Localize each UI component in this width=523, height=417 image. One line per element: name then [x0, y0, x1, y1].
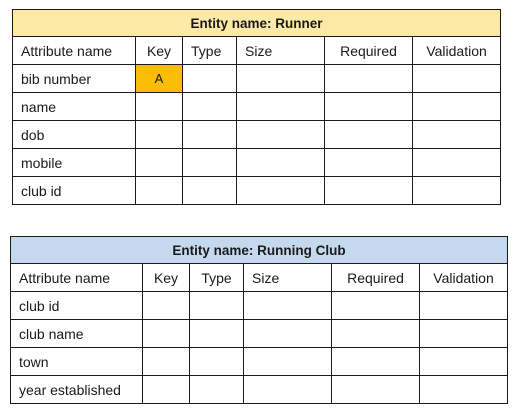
size-cell [237, 149, 325, 177]
attribute-name-cell: mobile [13, 149, 136, 177]
validation-cell [413, 93, 501, 121]
key-cell [136, 93, 183, 121]
table-row [13, 177, 501, 205]
club-col-type: Type [190, 264, 244, 292]
attribute-name-cell: town [11, 348, 143, 376]
runner-col-key: Key [136, 37, 183, 65]
required-cell [332, 348, 420, 376]
club-col-size: Size [244, 264, 332, 292]
type-cell [190, 348, 244, 376]
size-cell [244, 348, 332, 376]
validation-cell [413, 149, 501, 177]
key-cell: A [136, 65, 183, 93]
type-cell [190, 320, 244, 348]
runner-col-type: Type [183, 37, 237, 65]
runner-entity-title: Entity name: Runner [13, 10, 501, 37]
club-col-validation: Validation [420, 264, 508, 292]
club-col-required: Required [332, 264, 420, 292]
attribute-name-cell: club id [11, 292, 143, 320]
required-cell [325, 149, 413, 177]
required-cell [325, 121, 413, 149]
runner-title-row [13, 10, 501, 37]
required-cell [325, 177, 413, 205]
size-cell [237, 65, 325, 93]
type-cell [183, 93, 237, 121]
key-cell [143, 292, 190, 320]
attribute-name-cell: club name [11, 320, 143, 348]
club-header-row [11, 264, 508, 292]
validation-cell [420, 376, 508, 404]
key-cell [143, 376, 190, 404]
table-row [13, 93, 501, 121]
runner-entity-table [12, 9, 501, 205]
type-cell [183, 177, 237, 205]
key-cell [143, 320, 190, 348]
size-cell [244, 376, 332, 404]
type-cell [183, 121, 237, 149]
runner-header-row [13, 37, 501, 65]
club-entity-title: Entity name: Running Club [11, 237, 508, 264]
table-row [13, 121, 501, 149]
required-cell [325, 65, 413, 93]
table-row [13, 65, 501, 93]
size-cell [237, 177, 325, 205]
type-cell [190, 292, 244, 320]
runner-col-required: Required [325, 37, 413, 65]
size-cell [244, 292, 332, 320]
size-cell [237, 93, 325, 121]
key-cell [136, 149, 183, 177]
required-cell [325, 93, 413, 121]
required-cell [332, 292, 420, 320]
key-cell [136, 121, 183, 149]
club-col-key: Key [143, 264, 190, 292]
attribute-name-cell: year established [11, 376, 143, 404]
validation-cell [413, 121, 501, 149]
type-cell [190, 376, 244, 404]
key-cell [136, 177, 183, 205]
validation-cell [413, 65, 501, 93]
table-row [11, 348, 508, 376]
validation-cell [420, 348, 508, 376]
runner-col-size: Size [237, 37, 325, 65]
table-row [11, 292, 508, 320]
size-cell [244, 320, 332, 348]
attribute-name-cell: bib number [13, 65, 136, 93]
required-cell [332, 376, 420, 404]
club-title-row [11, 237, 508, 264]
type-cell [183, 149, 237, 177]
type-cell [183, 65, 237, 93]
attribute-name-cell: name [13, 93, 136, 121]
running-club-entity-table [10, 236, 508, 404]
size-cell [237, 121, 325, 149]
table-row [11, 376, 508, 404]
attribute-name-cell: club id [13, 177, 136, 205]
runner-col-validation: Validation [413, 37, 501, 65]
validation-cell [420, 320, 508, 348]
validation-cell [413, 177, 501, 205]
validation-cell [420, 292, 508, 320]
table-row [11, 320, 508, 348]
club-col-attribute-name: Attribute name [11, 264, 143, 292]
attribute-name-cell: dob [13, 121, 136, 149]
table-row [13, 149, 501, 177]
required-cell [332, 320, 420, 348]
key-cell [143, 348, 190, 376]
runner-col-attribute-name: Attribute name [13, 37, 136, 65]
